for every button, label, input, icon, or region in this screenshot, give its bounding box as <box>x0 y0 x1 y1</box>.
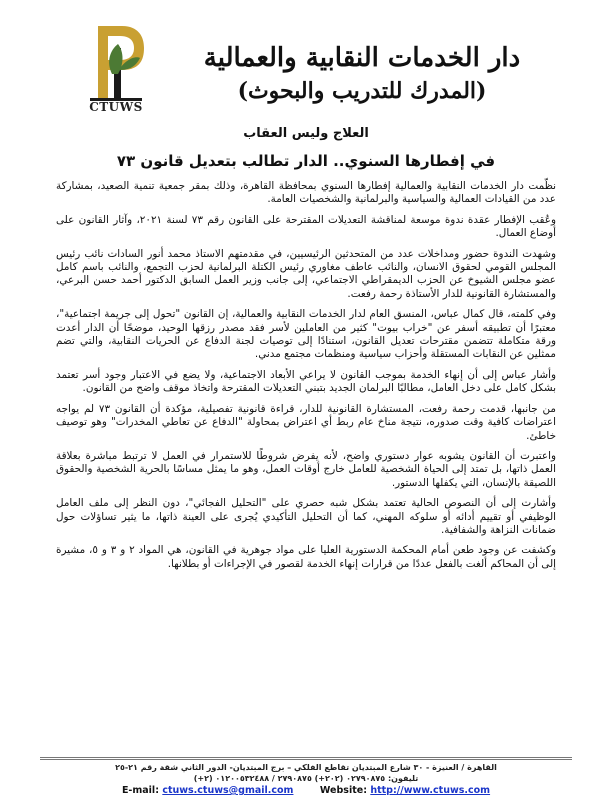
footer-phones: تليفون: ٠٢٧٩٠٨٧٥ (٢٠٢+) ٢٧٩٠٨٧٥ / ٠١٢٠٠٥٣٢٤٨٨ (٢+) <box>193 774 419 783</box>
footer <box>70 762 542 796</box>
paragraph: نظّمت دار الخدمات النقابية والعمالية إفطارها السنوي بمحافظة القاهرة، وذلك بمقر جمعية تنمية الصعيد، بمشاركة عدد من القيادات العمالية والسياسية والبرلمانية والشخصيات العامة. <box>56 180 556 206</box>
website-label: Website: <box>319 785 367 796</box>
org-name: دار الخدمات النقابية والعمالية <box>203 43 521 73</box>
article-headline: في إفطارها السنوي.. الدار تطالب بتعديل قانون ٧٣ <box>116 152 496 170</box>
paragraph: وشهدت الندوة حضور ومداخلات عدد من المتحدثين الرئيسيين، في مقدمتهم الاستاذ محمد أنور السادات نائب رئيس المجلس القومي لحقوق الانسان، والنائب عاطف مغاوري رئيس الكتلة البرلمانية لحزب التجمع، والنائب باسم كامل عضو مجلس الشيوخ عن الحزب الديمقراطي الاجتماعي، إلى جانب وزير العمل السابق الدكتور أحمد حسن البرعي، والمستشارة القانونية للدار الأستاذة رحمة رفعت. <box>56 247 556 300</box>
article-kicker: العلاج وليس العقاب <box>243 126 369 141</box>
letterhead <box>0 0 612 120</box>
email-label: E-mail: <box>121 785 159 796</box>
paragraph: وأشار عباس إلى أن إنهاء الخدمة بموجب القانون لا يراعي الأبعاد الاجتماعية، ولا يضع في الاعتبار وجود أسر تعتمد بشكل كامل على دخل العامل، مطالبًا البرلمان الجديد بتبني التعديلات المقترحة واتخاذ موقف واضح من القانون. <box>56 368 556 395</box>
paragraph: من جانبها، قدمت رحمة رفعت، المستشارة القانونية للدار، قراءة قانونية تفصيلية، مؤكدة أن القانون ٧٣ لم يواجه اعتراضات كافية وقت صدوره، نتيجة مناخ عام ربط أي اعتراض بمحاولة "الدفاع عن تعاطي المخدرات" وهو توصيف خاطئ. <box>56 402 557 442</box>
paragraph: واعتبرت أن القانون يشوبه عوار دستوري واضح، لأنه يفرض شروطًا للاستمرار في العمل لا ترتبط مباشرة بعلاقة العمل ذاتها، بل تمتد إلى الحياة الشخصية للعامل خارج أوقات العمل، وهو ما يمثل مساسًا بالحرية الشخصية والحقوق اللصيقة بالإنسان، التي يكفلها الدستور. <box>56 449 556 489</box>
paragraph: وفي كلمته، قال كمال عباس، المنسق العام لدار الخدمات النقابية والعمالية، إن القانون "تحول إلى جريمة اجتماعية"، معتبرًا أن تطبيقه أسفر عن "خراب بيوت" كثير من العاملين لأسر فقد مصدر رزقها الوحيد، موضحًا أن الدار أعدت ورقة متكاملة تتضمن مقترحات تعديل القانون، استنادًا إلى توصيات لجنة الدفاع عن الحريات النقابية، والتي تضم ممثلين عن النقابات المستقلة وأحزاب سياسية ومنظمات مجتمع مدني. <box>56 308 556 361</box>
footer-divider <box>40 759 572 760</box>
footer-address: القاهرة / العنيزة - ٣٠ شارع المبتديان تقاطع الفلكي – برج المبتديان- الدور الثاني شقة رقم ٢١-٢٥ <box>115 763 497 772</box>
paragraph: وعُقب الإفطار عقدة ندوة موسعة لمناقشة التعديلات المقترحة على القانون رقم ٧٣ لسنة ٢٠٢١، وآثار القانون على أوضاع العمال. <box>56 213 556 240</box>
org-title-block <box>172 42 552 106</box>
paragraph: وكشفت عن وجود طعن أمام المحكمة الدستورية العليا على مواد جوهرية في القانون، هي المواد ٢ و ٣ و ٥، مشيرة إلى أن المحاكم ألغت بالفعل عددًا من قرارات إنهاء الخدمة لقصور في الإجراءات أو بطلانها. <box>56 544 556 570</box>
email-link[interactable]: ctuws.ctuws@gmail.com <box>162 785 294 796</box>
website-link[interactable]: http://www.ctuws.com <box>370 785 491 796</box>
article-body <box>56 180 556 578</box>
org-subtitle: (المدرك للتدريب والبحوث) <box>237 78 487 104</box>
paragraph: وأشارت إلى أن النصوص الحالية تعتمد بشكل شبه حصري على "التحليل الفجائي"، دون النظر إلى ملف العامل الوظيفي أو تقييم أدائه أو سلوكه المهني، كما أن التحليل التأكيدي يُجرى على العينة ذاتها، ما يثير تساؤلات حول ضمانات النزاهة والشفافية. <box>56 497 556 536</box>
footer-contacts <box>70 785 542 796</box>
article-titles <box>40 124 572 174</box>
logo-caption: CTUWS <box>89 100 143 114</box>
footer-divider <box>40 757 572 758</box>
